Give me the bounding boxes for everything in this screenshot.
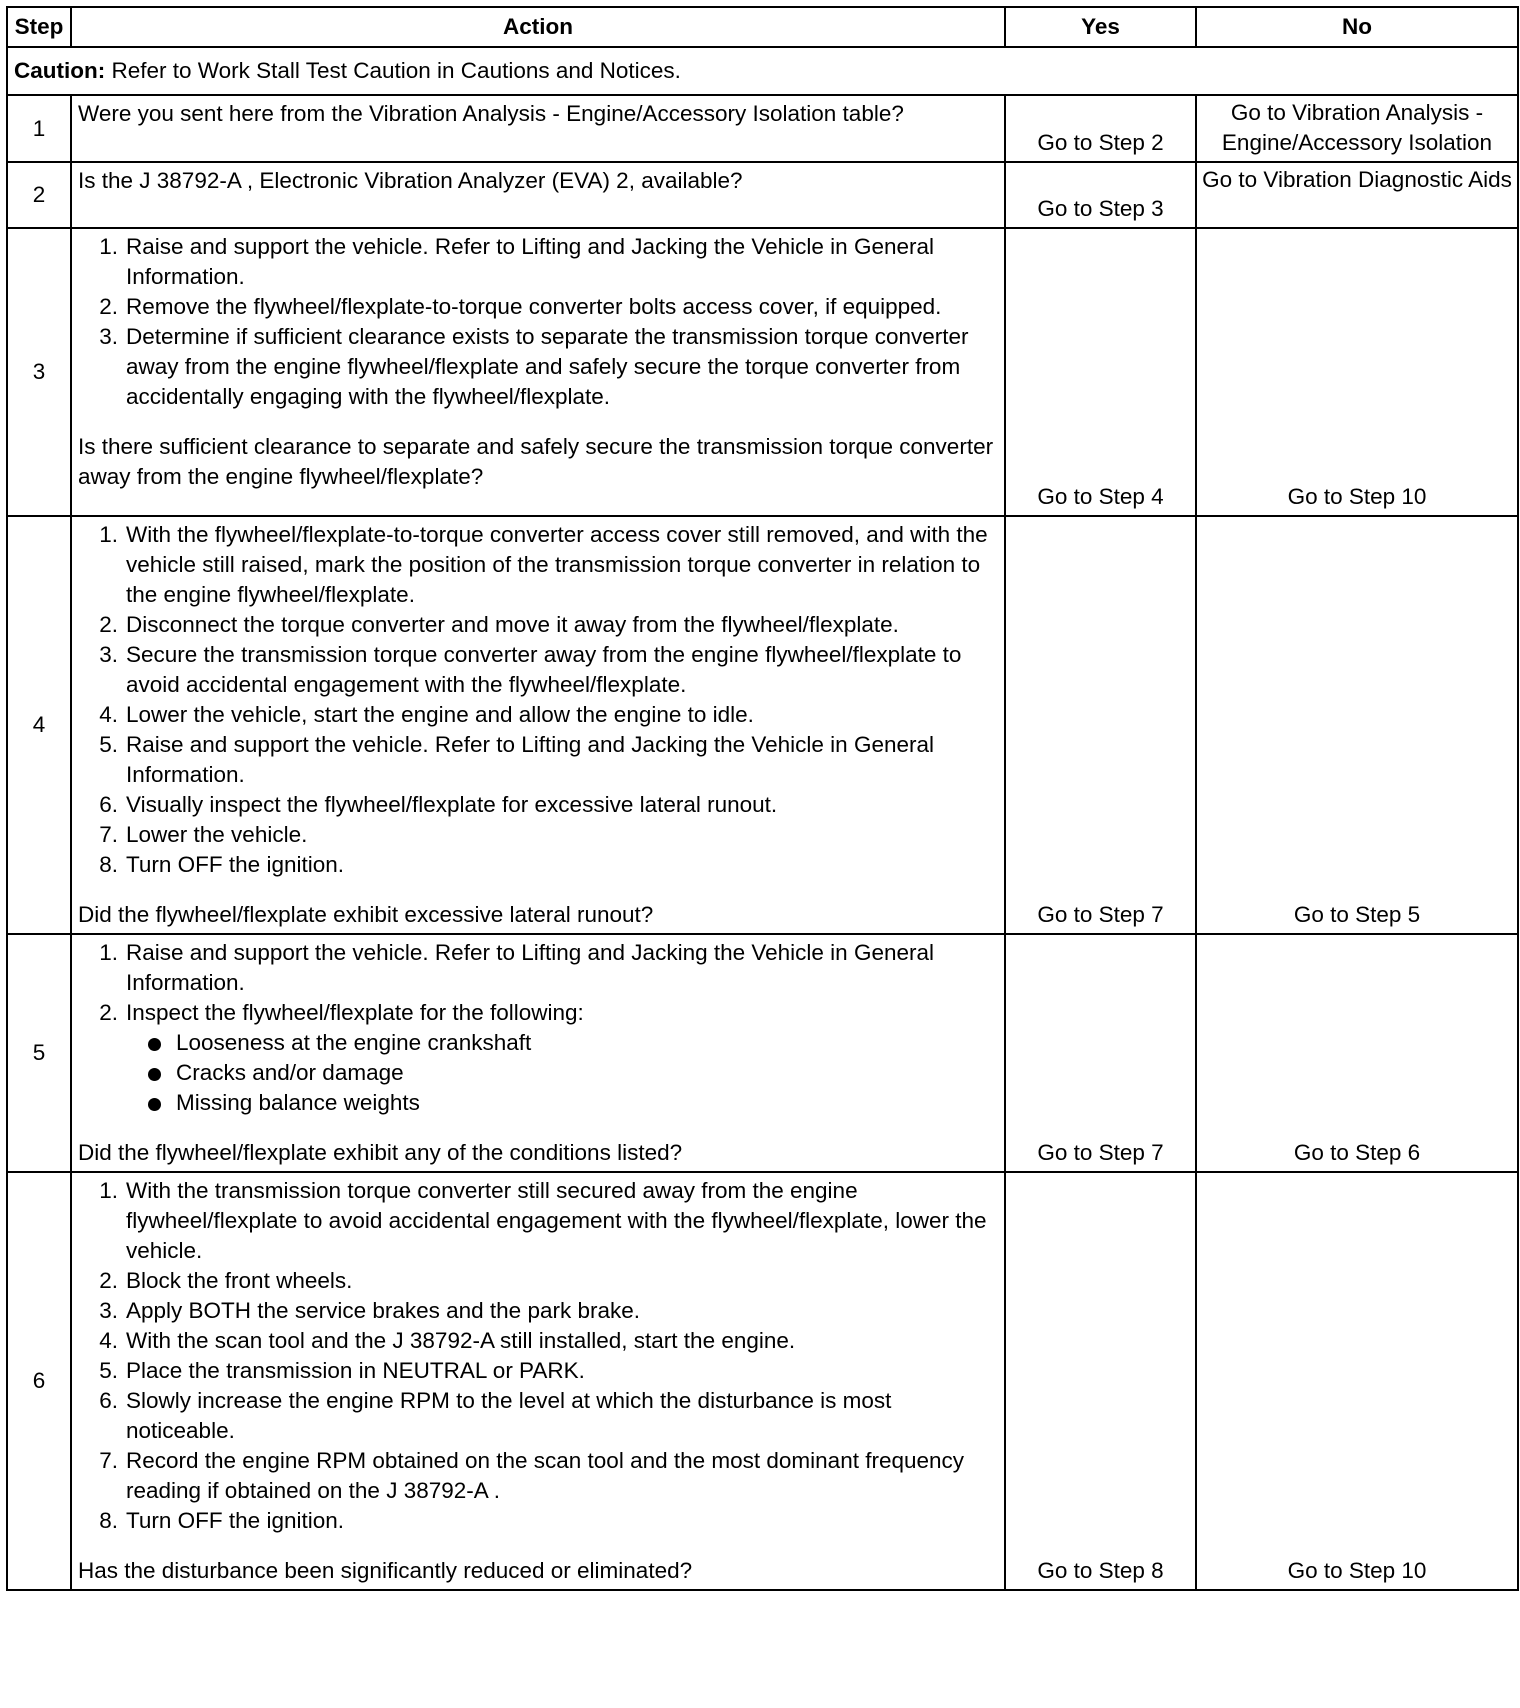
step-number: 4 <box>7 516 71 934</box>
caution-row <box>7 47 1518 95</box>
action-cell <box>71 934 1005 1172</box>
step-question: Did the flywheel/flexplate exhibit any of the conditions listed? <box>78 1140 683 1165</box>
action-step-text: Determine if sufficient clearance exists to separate the transmission torque converter away from the engine flywheel/flexplate and safely secure the torque converter from accidentally engaging with the flywheel/flexplate. <box>126 324 969 409</box>
action-step-item <box>126 610 998 640</box>
table-row <box>7 162 1518 228</box>
action-step-text: Raise and support the vehicle. Refer to Lifting and Jacking the Vehicle in General Information. <box>126 234 934 289</box>
action-step-text: Secure the transmission torque converter away from the engine flywheel/flexplate to avoid accidental engagement with the flywheel/flexplate. <box>126 642 962 697</box>
action-step-item <box>126 938 998 998</box>
yes-result: Go to Step 2 <box>1005 95 1196 162</box>
action-step-item <box>126 322 998 412</box>
no-result: Go to Step 6 <box>1196 934 1518 1172</box>
action-step-item <box>126 1356 998 1386</box>
action-step-text: Remove the flywheel/flexplate-to-torque converter bolts access cover, if equipped. <box>126 294 942 319</box>
action-steps-list <box>78 1176 998 1536</box>
caution-cell <box>7 47 1518 95</box>
step-number: 3 <box>7 228 71 516</box>
action-step-text: Slowly increase the engine RPM to the level at which the disturbance is most noticeable. <box>126 1388 892 1443</box>
action-step-text: With the flywheel/flexplate-to-torque converter access cover still removed, and with the vehicle still raised, mark the position of the transmission torque converter in relation to the engine flywheel/flexplate. <box>126 522 988 607</box>
yes-result: Go to Step 3 <box>1005 162 1196 228</box>
action-step-text: Apply BOTH the service brakes and the park brake. <box>126 1298 640 1323</box>
condition-bullet-item: Missing balance weights <box>176 1088 998 1118</box>
action-step-text: Raise and support the vehicle. Refer to Lifting and Jacking the Vehicle in General Information. <box>126 732 934 787</box>
action-step-item <box>126 1176 998 1266</box>
step-number: 5 <box>7 934 71 1172</box>
action-step-item <box>126 730 998 790</box>
action-step-text: Turn OFF the ignition. <box>126 852 345 877</box>
action-step-text: Inspect the flywheel/flexplate for the following: <box>126 1000 584 1025</box>
table-row <box>7 934 1518 1172</box>
action-step-item <box>126 640 998 700</box>
no-result: Go to Vibration Diagnostic Aids <box>1196 162 1518 228</box>
action-steps-list <box>78 938 998 1118</box>
action-step-item <box>126 1326 998 1356</box>
no-result: Go to Vibration Analysis - Engine/Accessory Isolation <box>1196 95 1518 162</box>
diagnostic-table <box>6 6 1519 1591</box>
caution-label: Caution: <box>14 58 106 83</box>
header-step: Step <box>7 7 71 47</box>
action-cell <box>71 162 1005 228</box>
yes-result: Go to Step 7 <box>1005 934 1196 1172</box>
action-step-item <box>126 700 998 730</box>
no-result: Go to Step 10 <box>1196 228 1518 516</box>
header-yes: Yes <box>1005 7 1196 47</box>
yes-result: Go to Step 8 <box>1005 1172 1196 1590</box>
step-number: 2 <box>7 162 71 228</box>
action-step-text: Block the front wheels. <box>126 1268 353 1293</box>
action-step-text: Disconnect the torque converter and move it away from the flywheel/flexplate. <box>126 612 899 637</box>
action-cell <box>71 1172 1005 1590</box>
table-row <box>7 228 1518 516</box>
action-steps-list <box>78 232 998 412</box>
step-question: Has the disturbance been significantly reduced or eliminated? <box>78 1558 693 1583</box>
action-step-text: Place the transmission in NEUTRAL or PARK. <box>126 1358 585 1383</box>
action-cell <box>71 516 1005 934</box>
action-step-item <box>126 232 998 292</box>
action-step-text: Lower the vehicle. <box>126 822 308 847</box>
action-step-item <box>126 1506 998 1536</box>
action-step-text: With the transmission torque converter still secured away from the engine flywheel/flexplate to avoid accidental engagement with the flywheel/flexplate, lower the vehicle. <box>126 1178 987 1263</box>
action-step-item <box>126 998 998 1118</box>
action-step-item <box>126 820 998 850</box>
yes-result: Go to Step 7 <box>1005 516 1196 934</box>
header-row <box>7 7 1518 47</box>
no-result: Go to Step 5 <box>1196 516 1518 934</box>
action-step-text: Raise and support the vehicle. Refer to Lifting and Jacking the Vehicle in General Information. <box>126 940 934 995</box>
action-step-item <box>126 850 998 880</box>
table-row <box>7 516 1518 934</box>
action-steps-list <box>78 520 998 880</box>
yes-result: Go to Step 4 <box>1005 228 1196 516</box>
table-row <box>7 95 1518 162</box>
action-step-item <box>126 520 998 610</box>
action-step-item <box>126 1386 998 1446</box>
condition-bullet-item: Cracks and/or damage <box>176 1058 998 1088</box>
header-action: Action <box>71 7 1005 47</box>
header-no: No <box>1196 7 1518 47</box>
action-step-text: Lower the vehicle, start the engine and allow the engine to idle. <box>126 702 754 727</box>
step-number: 6 <box>7 1172 71 1590</box>
step-question: Is the J 38792-A , Electronic Vibration Analyzer (EVA) 2, available? <box>78 168 743 193</box>
step-number: 1 <box>7 95 71 162</box>
action-step-text: Record the engine RPM obtained on the scan tool and the most dominant frequency reading if obtained on the J 38792-A . <box>126 1448 965 1503</box>
step-question: Were you sent here from the Vibration Analysis - Engine/Accessory Isolation table? <box>78 101 904 126</box>
action-step-text: With the scan tool and the J 38792-A still installed, start the engine. <box>126 1328 796 1353</box>
no-result: Go to Step 10 <box>1196 1172 1518 1590</box>
action-cell <box>71 228 1005 516</box>
table-row <box>7 1172 1518 1590</box>
condition-bullet-list <box>126 1028 998 1118</box>
step-question: Did the flywheel/flexplate exhibit excessive lateral runout? <box>78 902 654 927</box>
action-step-text: Visually inspect the flywheel/flexplate for excessive lateral runout. <box>126 792 778 817</box>
step-question: Is there sufficient clearance to separate and safely secure the transmission torque converter away from the engine flywheel/flexplate? <box>78 434 994 489</box>
action-step-item <box>126 1446 998 1506</box>
action-step-text: Turn OFF the ignition. <box>126 1508 345 1533</box>
action-step-item <box>126 790 998 820</box>
action-step-item <box>126 1296 998 1326</box>
action-step-item <box>126 1266 998 1296</box>
action-step-item <box>126 292 998 322</box>
action-cell <box>71 95 1005 162</box>
condition-bullet-item: Looseness at the engine crankshaft <box>176 1028 998 1058</box>
caution-text: Refer to Work Stall Test Caution in Cautions and Notices. <box>105 58 681 83</box>
